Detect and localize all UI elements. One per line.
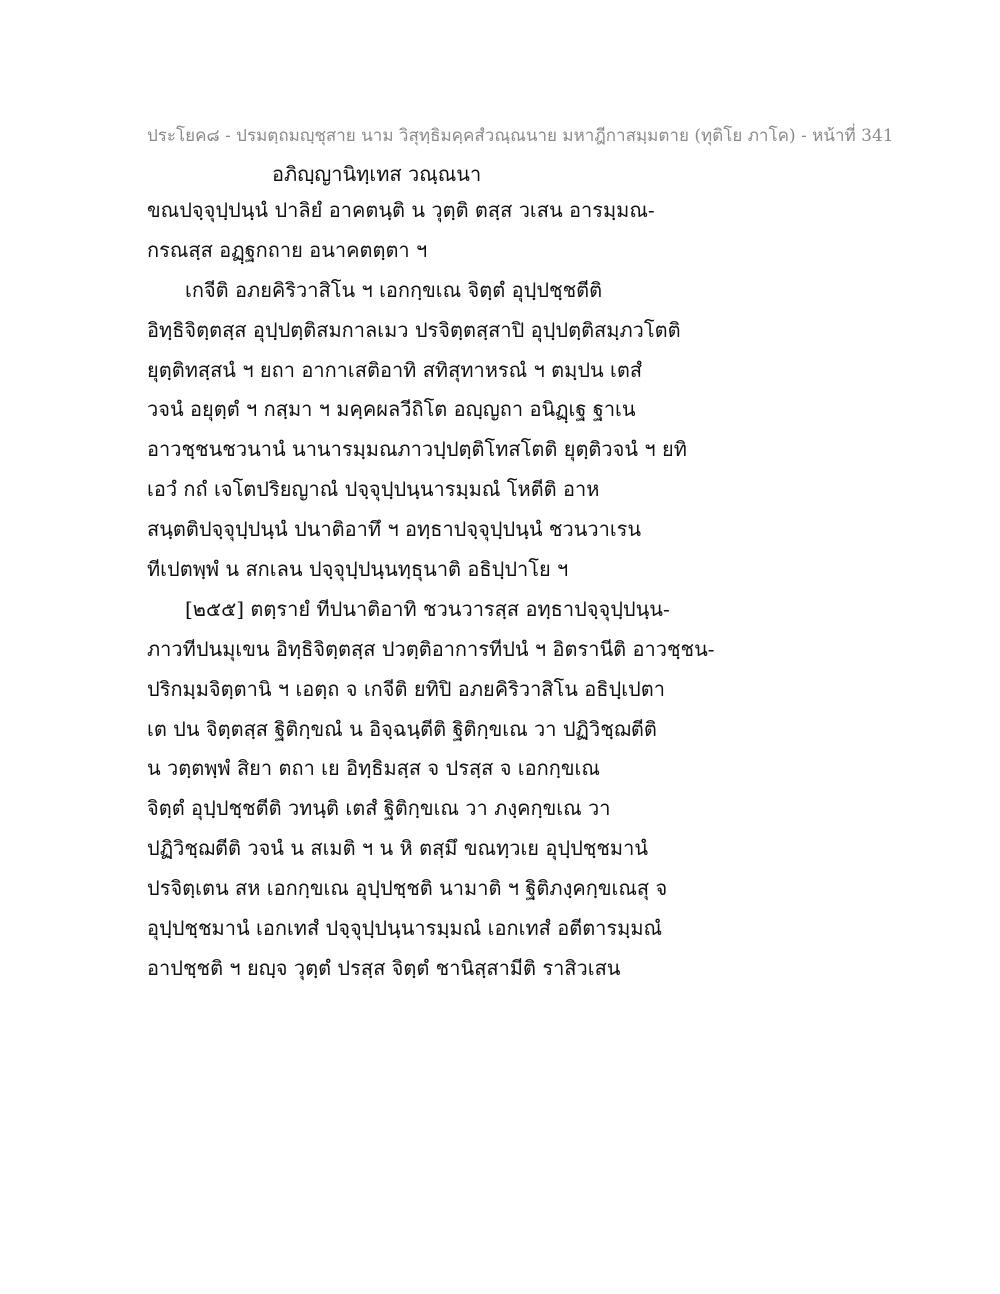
text-line: ทีเปตพฺพํ น สกเลน ปจฺจุปฺปนฺนทฺธุนาติ อธิปฺปาโย ฯ [147,557,569,582]
text-line: ภาวทีปนมุเขน อิทฺธิจิตฺตสฺส ปวตฺติอาการทีปนํ ฯ อิตรานีติ อาวชฺชน- [147,636,715,661]
text-line: อิทฺธิจิตฺตสฺส อุปฺปตฺติสมกาลเมว ปรจิตฺตสฺสาปิ อุปฺปตฺติสมฺภวโตติ [147,317,681,342]
text-line: กรณสฺส อฏฺฐกถาย อนาคตตฺตา ฯ [147,237,428,262]
text-line: ปฏิวิชฺฌตีติ วจนํ น สเมติ ฯ น หิ ตสฺมึ ขณทฺวเย อุปฺปชฺชมานํ [147,836,649,861]
text-line: เต ปน จิตฺตสฺส ฐิติกฺขณํ น อิจฺฉนฺตีติ ฐิติกฺขเณ วา ปฏิวิชฺฌตีติ [147,716,657,741]
text-line: ปรจิตฺเตน สห เอกกฺขเณ อุปฺปชฺชติ นามาติ ฯ ฐิติภงฺคกฺขเณสุ จ [147,876,668,901]
section-title: อภิญฺญานิทฺเทส วณฺณนา [272,162,482,186]
text-line: จิตฺตํ อุปฺปชฺชตีติ วทนฺติ เตสํ ฐิติกฺขเณ วา ภงฺคกฺขเณ วา [147,796,611,821]
text-line: สนฺตติปจฺจุปฺปนฺนํ ปนาติอาทึ ฯ อทฺธาปจฺจุปฺปนฺนํ ชวนวาเรน [147,517,642,542]
text-line: วจนํ อยุตฺตํ ฯ กสฺมา ฯ มคฺคผลวีถิโต อญฺญถา อนิฏฺเฐ ฐาเน [147,397,636,422]
text-line: น วตฺตพฺพํ สิยา ตถา เย อิทฺธิมสฺส จ ปรสฺส จ เอกกฺขเณ [147,756,600,781]
text-line: อาปชฺชติ ฯ ยญฺจ วุตฺตํ ปรสฺส จิตฺตํ ชานิสฺสามีติ ราสิวเสน [147,955,621,980]
text-line: ปริกมฺมจิตฺตานิ ฯ เอตฺถ จ เกจีติ ยทิปิ อภยคิริวาสิโน อธิปฺเปตา [147,676,665,701]
text-line: [๒๕๕] ตตฺรายํ ทีปนาติอาทิ ชวนวารสฺส อทฺธาปจฺจุปฺปนฺน- [185,596,670,621]
text-line: ขณปจฺจุปฺปนฺนํ ปาลิยํ อาคตนฺติ น วุตฺติ ตสฺส วเสน อารมฺมณ- [147,198,655,222]
page-header: ประโยค๘ - ปรมตฺถมญฺชุสาย นาม วิสุทฺธิมคฺคสํวณฺณนาย มหาฎีกาสมฺมตาย (ทุติโย ภาโค) - หน้าที่ 341 [147,126,894,146]
text-line: อุปฺปชฺชมานํ เอกเทสํ ปจฺจุปฺปนฺนารมฺมณํ เอกเทสํ อตีตารมฺมณํ [147,916,663,941]
body-text [147,191,867,989]
text-line: อาวชฺชนชวนานํ นานารมฺมณภาวปฺปตฺติโทสโตติ ยุตฺติวจนํ ฯ ยทิ [147,437,687,462]
text-line: เอวํ กถํ เจโตปริยญาณํ ปจฺจุปฺปนฺนารมฺมณํ โหตีติ อาห [147,477,600,502]
text-line: ยุตฺติทสฺสนํ ฯ ยถา อากาเสติอาทิ สทิสุทาหรณํ ฯ ตมฺปน เตสํ [147,357,643,382]
text-line: เกจีติ อภยคิริวาสิโน ฯ เอกกฺขเณ จิตฺตํ อุปฺปชฺชตีติ [185,277,603,302]
